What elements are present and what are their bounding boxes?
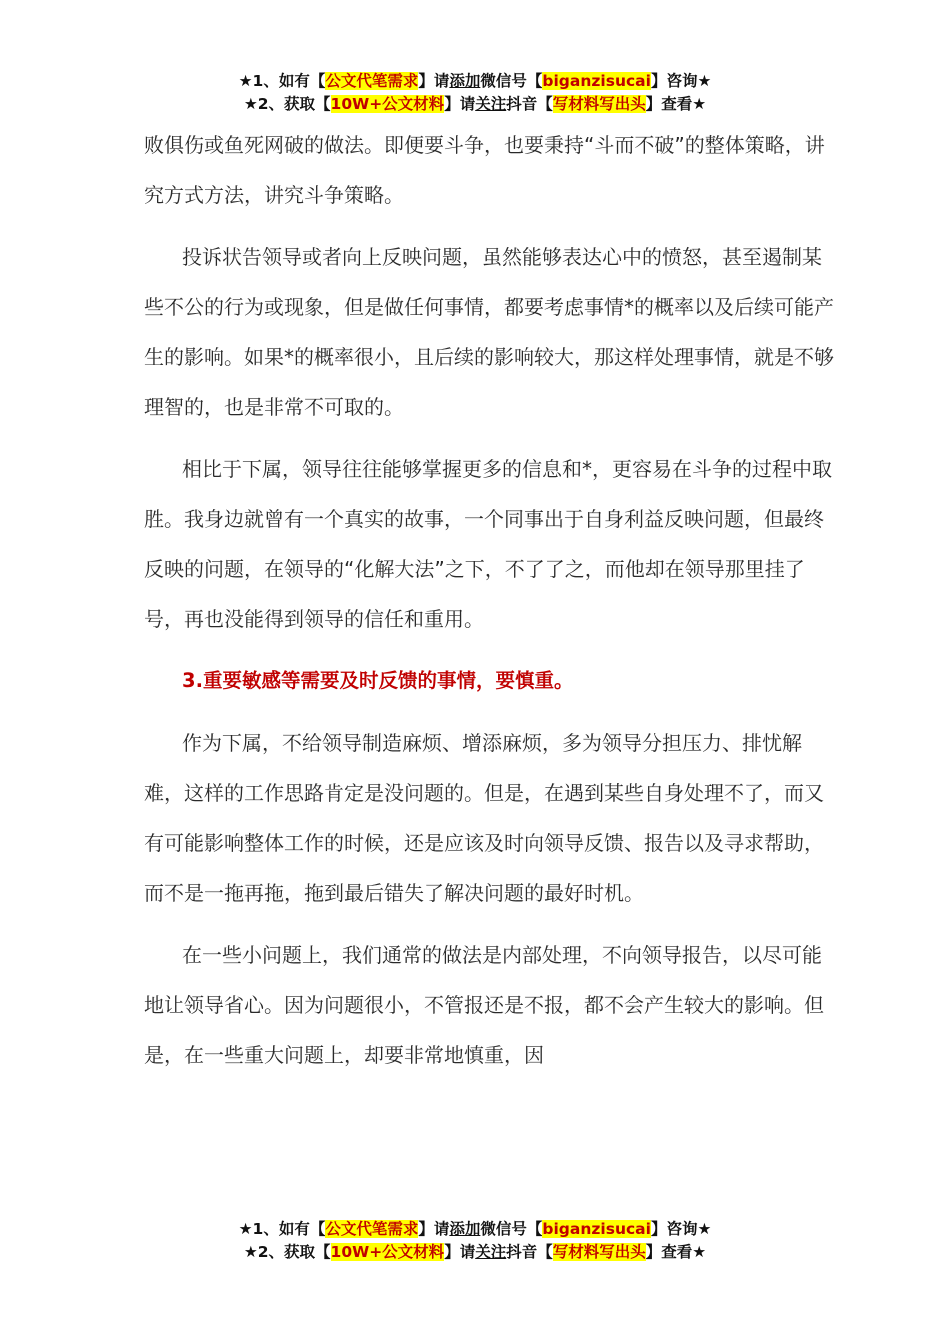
banner-text: 】咨询★ <box>650 1220 712 1238</box>
banner-text: 】咨询★ <box>650 72 712 90</box>
banner-emphasis: 添加 <box>449 72 481 90</box>
banner-text: 抖音【 <box>506 95 553 113</box>
highlight-materials: 10W+公文材料 <box>330 95 445 113</box>
banner-emphasis: 关注 <box>475 95 507 113</box>
highlight-douyin: 写材料写出头 <box>552 95 646 113</box>
footer-banner <box>0 1218 950 1264</box>
banner-text: 微信号【 <box>480 1220 543 1238</box>
banner-text: ★2、获取【 <box>243 1243 331 1261</box>
header-banner <box>0 70 950 116</box>
banner-line-2 <box>0 1241 950 1264</box>
document-body <box>144 120 834 1080</box>
banner-text: ★2、获取【 <box>243 95 331 113</box>
banner-text: 】请 <box>444 95 476 113</box>
banner-text: 】请 <box>444 1243 476 1261</box>
banner-text: 】请 <box>418 1220 450 1238</box>
banner-text: ★1、如有【 <box>238 1220 326 1238</box>
section-heading: 3.重要敏感等需要及时反馈的事情，要慎重。 <box>182 669 574 692</box>
highlight-douyin: 写材料写出头 <box>552 1243 646 1261</box>
paragraph: 相比于下属，领导往往能够掌握更多的信息和*，更容易在斗争的过程中取胜。我身边就曾有一个真实的故事，一个同事出于自身利益反映问题，但最终反映的问题，在领导的“化解大法”之下，不了了之，而他却在领导那里挂了号，再也没能得到领导的信任和重用。 <box>144 457 832 631</box>
banner-line-1 <box>0 1218 950 1241</box>
paragraph: 作为下属，不给领导制造麻烦、增添麻烦，多为领导分担压力、排忧解难，这样的工作思路肯定是没问题的。但是，在遇到某些自身处理不了，而又有可能影响整体工作的时候，还是应该及时向领导反馈、报告以及寻求帮助，而不是一拖再拖，拖到最后错失了解决问题的最好时机。 <box>144 731 824 905</box>
banner-text: 】查看★ <box>645 95 707 113</box>
paragraph: 败俱伤或鱼死网破的做法。即便要斗争，也要秉持“斗而不破”的整体策略，讲究方式方法，讲究斗争策略。 <box>144 133 825 207</box>
highlight-wechat-id: biganzisucai <box>542 1220 651 1238</box>
banner-text: ★1、如有【 <box>238 72 326 90</box>
paragraph: 投诉状告领导或者向上反映问题，虽然能够表达心中的愤怒，甚至遏制某些不公的行为或现象，但是做任何事情，都要考虑事情*的概率以及后续可能产生的影响。如果*的概率很小，且后续的影响较大，那这样处理事情，就是不够理智的，也是非常不可取的。 <box>144 245 834 419</box>
banner-text: 抖音【 <box>506 1243 553 1261</box>
banner-line-2 <box>0 93 950 116</box>
highlight-wechat-id: biganzisucai <box>542 72 651 90</box>
highlight-service: 公文代笔需求 <box>325 1220 419 1238</box>
highlight-materials: 10W+公文材料 <box>330 1243 445 1261</box>
banner-line-1 <box>0 70 950 93</box>
banner-text: 】请 <box>418 72 450 90</box>
paragraph: 在一些小问题上，我们通常的做法是内部处理，不向领导报告，以尽可能地让领导省心。因为问题很小，不管报还是不报，都不会产生较大的影响。但是，在一些重大问题上，却要非常地慎重，因 <box>144 943 824 1067</box>
banner-emphasis: 添加 <box>449 1220 481 1238</box>
highlight-service: 公文代笔需求 <box>325 72 419 90</box>
banner-text: 微信号【 <box>480 72 543 90</box>
banner-emphasis: 关注 <box>475 1243 507 1261</box>
banner-text: 】查看★ <box>645 1243 707 1261</box>
